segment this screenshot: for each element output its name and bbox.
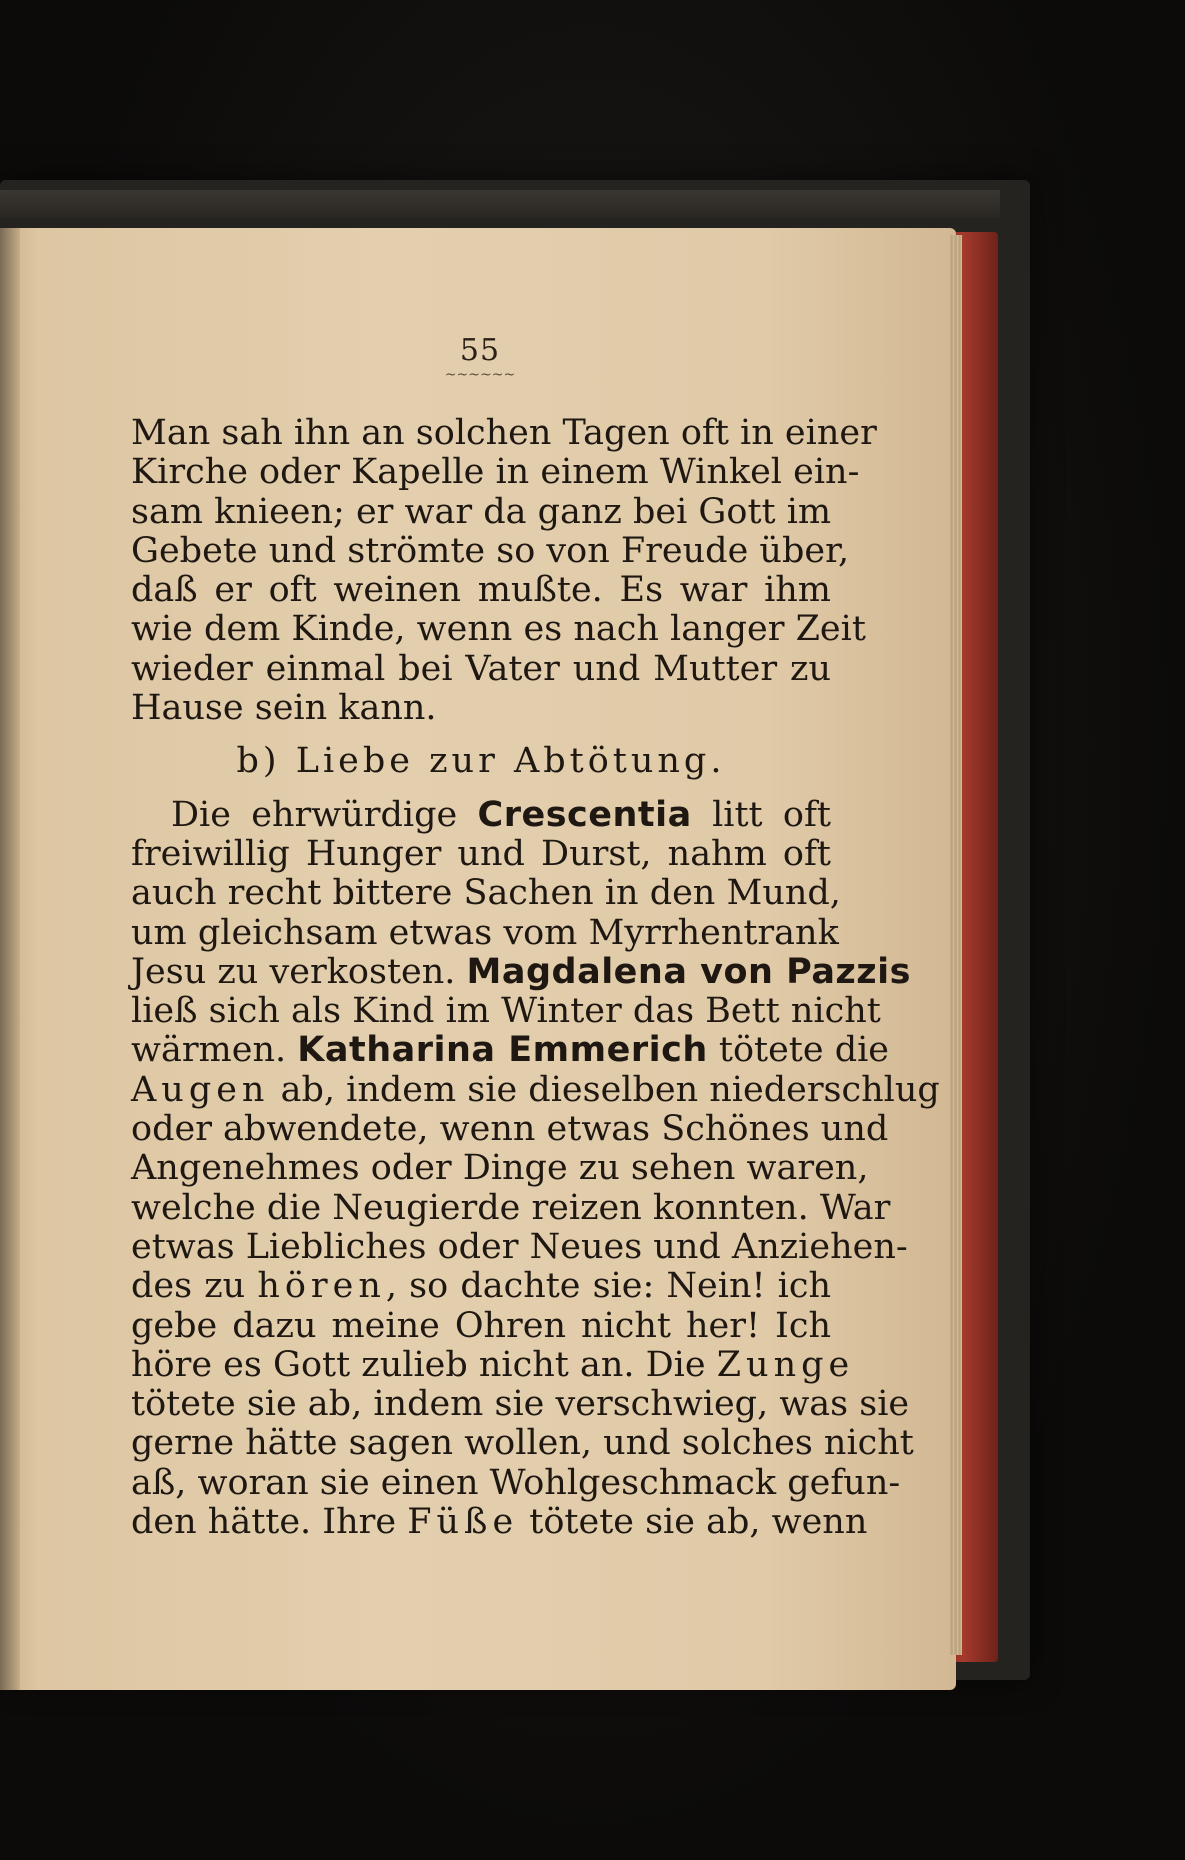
text-span: Die ehrwürdige	[171, 794, 478, 835]
text-line: oder abwendete, wenn etwas Schönes und	[131, 1109, 889, 1150]
emphasized-word: hören	[257, 1266, 386, 1307]
text-line	[131, 1069, 940, 1110]
text-line: auch recht bittere Sachen in den Mund,	[131, 873, 841, 914]
page-stack-edge	[950, 235, 962, 1655]
person-name: Magdalena von Pazzis	[466, 951, 912, 992]
text-line	[131, 1344, 855, 1385]
text-line: wie dem Kinde, wenn es nach langer Zeit	[131, 609, 866, 650]
text-line: Kirche oder Kapelle in einem Winkel ein-	[131, 452, 860, 493]
text-line: sam knieen; er war da ganz bei Gott im	[131, 491, 832, 532]
person-name: Katharina Emmerich	[297, 1030, 708, 1071]
text-span: des zu	[131, 1266, 258, 1307]
text-line: aß, woran sie einen Wohlgeschmack gefun-	[131, 1462, 901, 1503]
emphasized-word: Füße	[407, 1502, 519, 1543]
text-span: ab, indem sie dieselben niederschlug	[269, 1069, 940, 1110]
text-line: freiwillig Hunger und Durst, nahm oft	[131, 833, 831, 874]
text-span: tötete sie ab, wenn	[518, 1502, 868, 1543]
text-line: wieder einmal bei Vater und Mutter zu	[131, 648, 831, 689]
text-span: , so dachte sie: Nein! ich	[385, 1266, 832, 1307]
text-line: tötete sie ab, indem sie verschwieg, was sie	[131, 1384, 910, 1425]
emphasized-word: Zunge	[716, 1344, 855, 1385]
text-line	[131, 796, 831, 835]
text-line: ließ sich als Kind im Winter das Bett nicht	[131, 991, 881, 1032]
text-line: gebe dazu meine Ohren nicht her! Ich	[131, 1305, 831, 1346]
text-span: litt oft	[691, 794, 831, 835]
text-line: um gleichsam etwas vom Myrrhentrank	[131, 912, 839, 953]
text-line: welche die Neugierde reizen konnten. War	[131, 1187, 891, 1228]
text-line: daß er oft weinen mußte. Es war ihm	[131, 570, 831, 611]
text-line: Man sah ihn an solchen Tagen oft in einer	[131, 413, 877, 453]
text-span: tötete die	[707, 1030, 890, 1071]
book-cover-top-edge	[0, 190, 1000, 218]
text-line	[131, 1502, 868, 1543]
person-name: Crescentia	[477, 794, 692, 835]
text-line: Gebete und strömte so von Freude über,	[131, 530, 850, 571]
text-line: Hause sein kann.	[131, 688, 437, 729]
text-line	[131, 1030, 890, 1071]
text-span: höre es Gott zulieb nicht an. Die	[131, 1344, 717, 1385]
page-text	[131, 413, 940, 1543]
page-number-ornament: ~~~~~~	[444, 367, 516, 383]
text-span: Jesu zu verkosten.	[131, 951, 467, 992]
section-heading: b) Liebe zur Abtötung.	[236, 741, 726, 782]
page-number: 55	[459, 333, 501, 368]
page-gutter	[0, 228, 20, 1690]
text-span: wärmen.	[131, 1030, 298, 1071]
text-line: Angenehmes oder Dinge zu sehen waren,	[131, 1148, 869, 1189]
text-line: etwas Liebliches oder Neues und Anziehen-	[131, 1226, 908, 1267]
emphasized-word: Augen	[131, 1069, 270, 1110]
text-line: gerne hätte sagen wollen, und solches nicht	[131, 1423, 914, 1464]
text-line	[131, 1267, 831, 1306]
text-line	[131, 951, 912, 992]
text-span: den hätte. Ihre	[131, 1502, 408, 1543]
